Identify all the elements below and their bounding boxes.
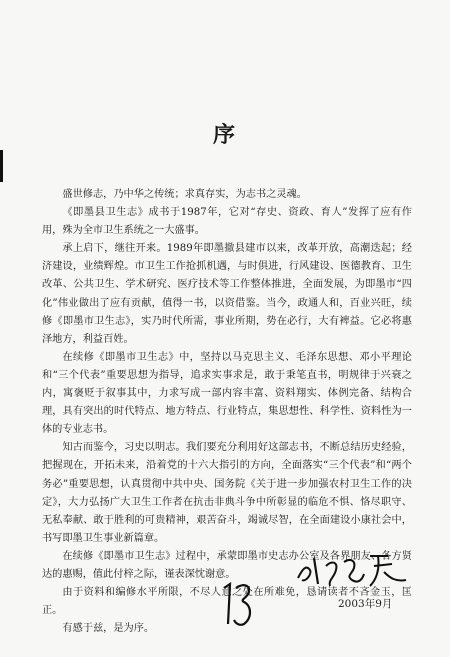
- paragraph-5: 知古而鉴今，习史以明志。我们要充分利用好这部志书，不断总结历史经验，把握现在，开拓未来，沿着党的十六大指引的方向，全面落实“三个代表”和“两个务必”重要思想，认真贯彻中共中央、国务院《关于进一步加强农村卫生工作的决定》，大力弘扬广大卫生工作者在抗击非典斗争中所彰显的临危不惧、恪尽职守、无私奉献、敢于胜利的可贵精神，艰苦奋斗，竭诚尽智，在全面建设小康社会中，书写即墨卫生事业新篇章。: [42, 442, 412, 544]
- paragraph-6: 在续修《即墨市卫生志》过程中，承蒙即墨市史志办公室及各界朋友、各方贤达的惠赐，值此付梓之际，谨表深忱谢意。: [42, 550, 412, 580]
- page-number-text: 13: [218, 580, 220, 581]
- handwritten-page-number: [218, 580, 258, 630]
- paragraph-7: 由于资料和编修水平所限，不尽人意之处在所难免，恳请读者不吝金玉，匡正。: [42, 587, 412, 617]
- page-title: 序: [212, 122, 237, 148]
- preface-date: 2003年9月: [338, 598, 393, 610]
- binding-edge-mark: [0, 150, 3, 182]
- paragraph-4: 在续修《即墨市卫生志》中，坚持以马克思主义、毛泽东思想、邓小平理论和“三个代表”重要思想为指导，追求实事求是，敢于秉笔直书，明规律于兴衰之内，寓褒贬于叙事其中，力求写成一部内容丰富、资料翔实、体例完备、结构合理，具有突出的时代特点、地方特点、行业特点，集思想性、科学性、资料性为一体的专业志书。: [42, 351, 412, 436]
- paragraph-2: 《即墨县卫生志》成书于1987年，它对“存史、资政、育人”发挥了应有作用，殊为全市卫生系统之一大盛事。: [42, 207, 412, 237]
- paragraph-8: 有感于兹，是为序。: [62, 623, 155, 635]
- paragraph-3: 承上启下，继往开来。1989年即墨撤县建市以来，改革开放，高潮迭起；经济建设，业绩辉煌。市卫生工作抢抓机遇，与时俱进，行风建设、医德教育、卫生改革、公共卫生、学术研究、医疗技术等工作整体推进，全面发展，为即墨市“四化”伟业做出了应有贡献，值得一书，以资借鉴。当今，政通人和，百业兴旺，续修《即墨市卫生志》，实乃时代所需，事业所期，势在必行，大有裨益。它必将惠泽地方，利益百姓。: [42, 243, 412, 345]
- paragraph-1: 盛世修志，乃中华之传统；求真存实，为志书之灵魂。: [62, 189, 307, 200]
- handwritten-signature: [292, 540, 412, 595]
